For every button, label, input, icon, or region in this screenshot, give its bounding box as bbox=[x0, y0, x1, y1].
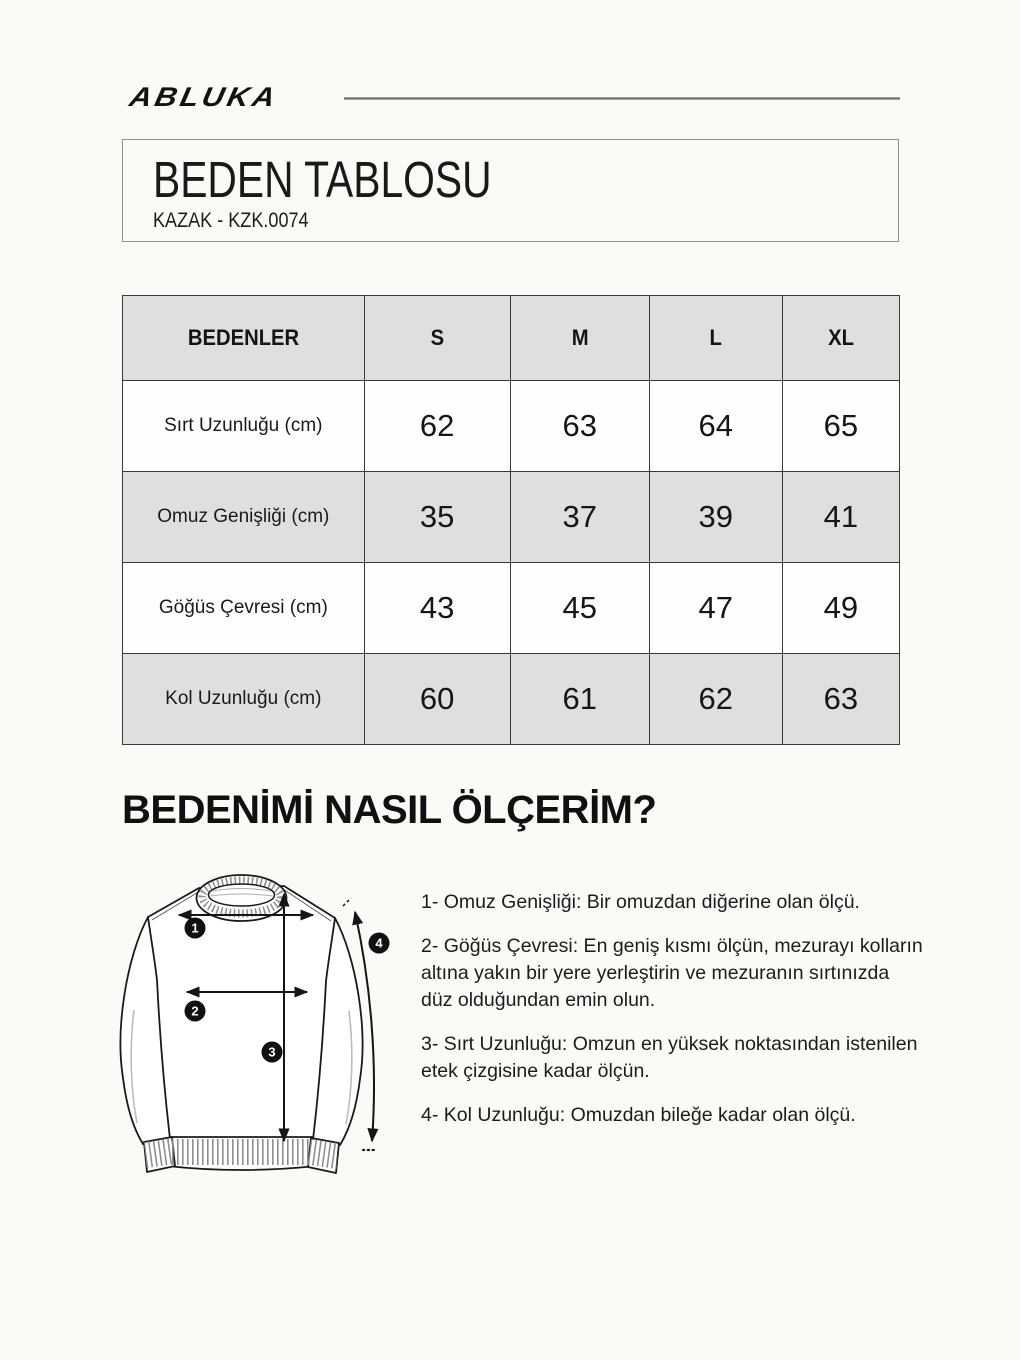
table-row-back-length bbox=[123, 381, 900, 472]
marker-badge-3 bbox=[262, 1042, 283, 1063]
value-cell: 37 bbox=[510, 472, 649, 563]
instruction-shoulder: 1- Omuz Genişliği: Bir omuzdan diğerine olan ölçü. bbox=[421, 891, 860, 913]
header-cell-size-xl: XL bbox=[782, 296, 899, 381]
value-cell: 64 bbox=[649, 381, 782, 472]
svg-text:2: 2 bbox=[191, 1003, 199, 1019]
table-row-chest bbox=[123, 563, 900, 654]
value-cell: 49 bbox=[782, 563, 899, 654]
marker-badge-2 bbox=[185, 1001, 206, 1022]
header-cell-size-s: S bbox=[364, 296, 510, 381]
marker-badge-4 bbox=[369, 933, 390, 954]
svg-text:4: 4 bbox=[375, 935, 383, 951]
sleeve-arrow-top-tick bbox=[343, 898, 351, 906]
svg-text:1: 1 bbox=[191, 920, 199, 936]
svg-text:3: 3 bbox=[268, 1044, 276, 1060]
row-label-cell: Omuz Genişliği (cm) bbox=[123, 472, 365, 563]
measurement-instructions bbox=[421, 889, 926, 1146]
value-cell: 63 bbox=[510, 381, 649, 472]
value-cell: 41 bbox=[782, 472, 899, 563]
sweater-torso bbox=[148, 886, 335, 1138]
product-code: KAZAK - KZK.0074 bbox=[153, 209, 309, 233]
header-cell-size-l: L bbox=[649, 296, 782, 381]
howto-heading: BEDENİMİ NASIL ÖLÇERİM? bbox=[122, 788, 657, 832]
value-cell: 43 bbox=[364, 563, 510, 654]
instruction-back-length: 3- Sırt Uzunluğu: Omzun en yüksek noktasından istenilen etek çizgisine kadar ölçün. bbox=[421, 1033, 918, 1082]
sweater-hem-band bbox=[167, 1137, 316, 1170]
row-label-cell: Kol Uzunluğu (cm) bbox=[123, 654, 365, 745]
instruction-chest: 2- Göğüs Çevresi: En geniş kısmı ölçün, mezurayı kolların altına yakın bir yere yerleştirin ve mezuranın sırtınızda düz olduğundan emin olun. bbox=[421, 935, 923, 1011]
size-table-header-row bbox=[123, 296, 900, 381]
value-cell: 65 bbox=[782, 381, 899, 472]
brand-divider-line bbox=[344, 97, 900, 100]
table-row-sleeve-length bbox=[123, 654, 900, 745]
value-cell: 47 bbox=[649, 563, 782, 654]
value-cell: 62 bbox=[649, 654, 782, 745]
instruction-sleeve-length: 4- Kol Uzunluğu: Omuzdan bileğe kadar olan ölçü. bbox=[421, 1104, 856, 1126]
header-cell-size-m: M bbox=[510, 296, 649, 381]
row-label-cell: Sırt Uzunluğu (cm) bbox=[123, 381, 365, 472]
row-label-cell: Göğüs Çevresi (cm) bbox=[123, 563, 365, 654]
header-cell-bedenler: BEDENLER bbox=[123, 296, 365, 381]
size-table bbox=[122, 295, 900, 745]
value-cell: 63 bbox=[782, 654, 899, 745]
value-cell: 62 bbox=[364, 381, 510, 472]
page-title: BEDEN TABLOSU bbox=[153, 151, 492, 208]
brand-logo: ABLUKA bbox=[126, 82, 282, 112]
table-row-shoulder-width bbox=[123, 472, 900, 563]
sweater-measurement-diagram bbox=[100, 860, 410, 1190]
value-cell: 61 bbox=[510, 654, 649, 745]
sweater-outline bbox=[121, 886, 363, 1173]
value-cell: 39 bbox=[649, 472, 782, 563]
marker-badge-1 bbox=[185, 918, 206, 939]
value-cell: 45 bbox=[510, 563, 649, 654]
value-cell: 60 bbox=[364, 654, 510, 745]
title-box bbox=[122, 139, 899, 242]
value-cell: 35 bbox=[364, 472, 510, 563]
